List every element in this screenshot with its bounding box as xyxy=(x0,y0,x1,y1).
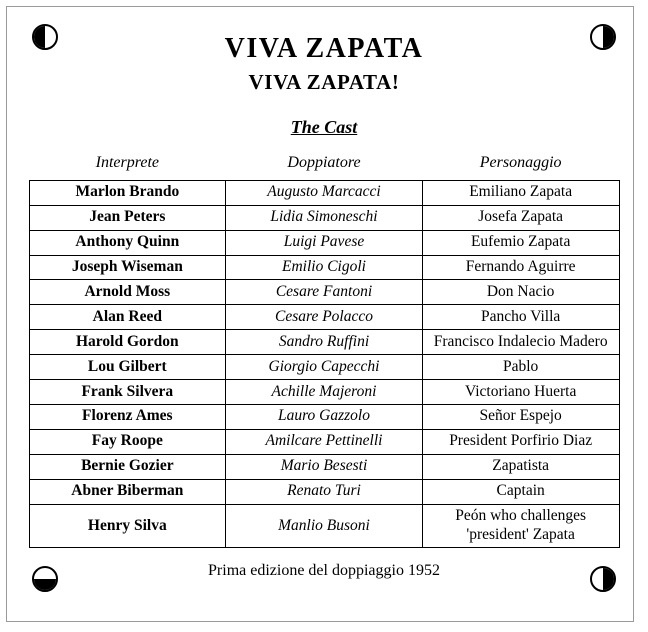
cell-character: Eufemio Zapata xyxy=(422,230,619,255)
cell-character: Francisco Indalecio Madero xyxy=(422,330,619,355)
cell-actor: Harold Gordon xyxy=(29,330,226,355)
footer-note: Prima edizione del doppiaggio 1952 xyxy=(208,562,440,580)
cell-voice: Lidia Simoneschi xyxy=(226,205,423,230)
table-row xyxy=(29,330,619,355)
cell-actor: Arnold Moss xyxy=(29,280,226,305)
cell-character: Zapatista xyxy=(422,454,619,479)
table-row xyxy=(29,479,619,504)
cell-voice: Lauro Gazzolo xyxy=(226,404,423,429)
table-row xyxy=(29,305,619,330)
cell-actor: Fay Roope xyxy=(29,429,226,454)
table-row xyxy=(29,280,619,305)
table-row xyxy=(29,504,619,548)
cell-character: Don Nacio xyxy=(422,280,619,305)
page-title: VIVA ZAPATA xyxy=(224,33,424,64)
cell-voice: Cesare Fantoni xyxy=(226,280,423,305)
column-header-interprete: Interprete xyxy=(95,153,160,171)
cell-voice: Achille Majeroni xyxy=(226,380,423,405)
cell-voice: Renato Turi xyxy=(226,479,423,504)
cell-voice: Emilio Cigoli xyxy=(226,255,423,280)
table-row xyxy=(29,380,619,405)
cell-character: Señor Espejo xyxy=(422,404,619,429)
table-row xyxy=(29,205,619,230)
table-row xyxy=(29,355,619,380)
cell-voice: Giorgio Capecchi xyxy=(226,355,423,380)
table-row xyxy=(29,454,619,479)
cell-voice: Augusto Marcacci xyxy=(226,180,423,205)
page-subtitle: VIVA ZAPATA! xyxy=(248,69,400,94)
column-header-personaggio: Personaggio xyxy=(479,153,562,171)
cell-actor: Joseph Wiseman xyxy=(29,255,226,280)
cell-actor: Frank Silvera xyxy=(29,380,226,405)
table-row xyxy=(29,404,619,429)
cell-actor: Anthony Quinn xyxy=(29,230,226,255)
cell-actor: Jean Peters xyxy=(29,205,226,230)
cell-character: Pablo xyxy=(422,355,619,380)
cell-character: Captain xyxy=(422,479,619,504)
table-row xyxy=(29,180,619,205)
cell-character xyxy=(422,504,619,548)
cell-character: President Porfirio Diaz xyxy=(422,429,619,454)
column-header-doppiatore: Doppiatore xyxy=(287,153,361,171)
cell-actor: Bernie Gozier xyxy=(29,454,226,479)
cell-voice: Manlio Busoni xyxy=(226,504,423,548)
cell-character: Fernando Aguirre xyxy=(422,255,619,280)
cell-voice: Sandro Ruffini xyxy=(226,330,423,355)
cell-voice: Luigi Pavese xyxy=(226,230,423,255)
cell-actor: Lou Gilbert xyxy=(29,355,226,380)
cell-character: Josefa Zapata xyxy=(422,205,619,230)
table-row xyxy=(29,230,619,255)
cell-character-line2: 'president' Zapata xyxy=(466,525,575,543)
cast-table xyxy=(29,152,620,549)
cell-character: Emiliano Zapata xyxy=(422,180,619,205)
cell-character: Pancho Villa xyxy=(422,305,619,330)
cell-voice: Cesare Polacco xyxy=(226,305,423,330)
cell-voice: Mario Besesti xyxy=(226,454,423,479)
cell-actor: Abner Biberman xyxy=(29,479,226,504)
cell-actor: Florenz Ames xyxy=(29,404,226,429)
cell-actor: Alan Reed xyxy=(29,305,226,330)
table-row xyxy=(29,429,619,454)
table-row xyxy=(29,255,619,280)
cast-heading: The Cast xyxy=(290,116,358,137)
cell-character: Victoriano Huerta xyxy=(422,380,619,405)
cell-actor: Henry Silva xyxy=(29,504,226,548)
cell-voice: Amilcare Pettinelli xyxy=(226,429,423,454)
table-header-row xyxy=(29,152,619,181)
cell-actor: Marlon Brando xyxy=(29,180,226,205)
cell-character-line1: Peón who challenges xyxy=(455,507,587,525)
